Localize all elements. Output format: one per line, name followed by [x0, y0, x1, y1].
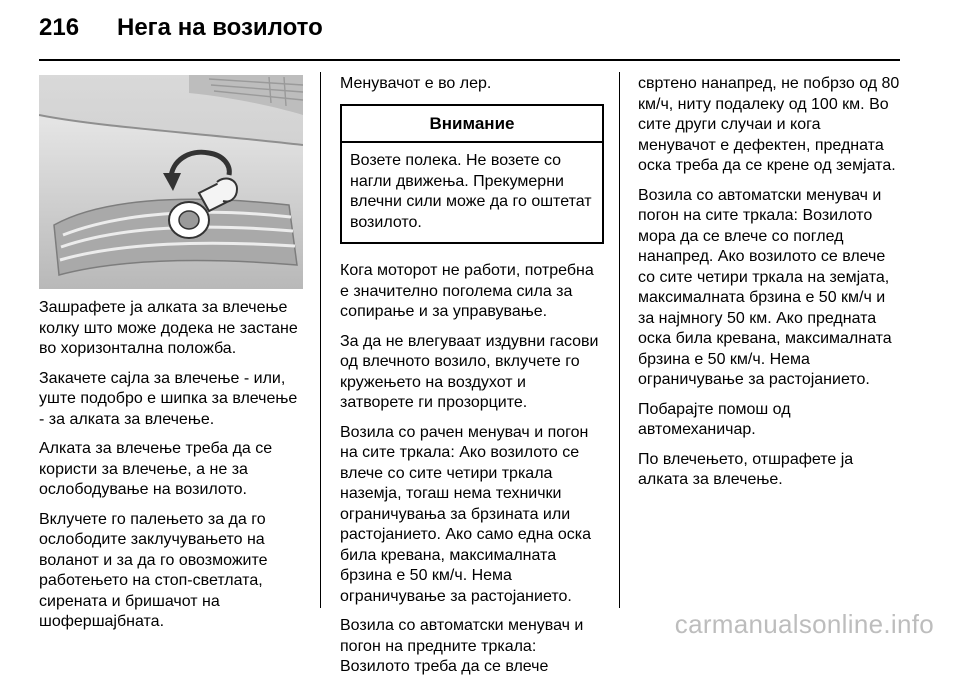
paragraph: Закачете сајла за влечење - или, уште подобро е шипка за влечење - за алката за влечење.: [39, 369, 298, 428]
watermark: carmanualsonline.info: [674, 609, 934, 639]
column-divider-2: [619, 72, 620, 608]
paragraph: Побарајте помош од автомеханичар.: [638, 400, 791, 438]
page-title: Нега на возилото: [117, 14, 323, 41]
paragraph: Вклучете го палењето за да го ослободите заклучувањето на воланот и за да го овозможите работењето на стоп-светлата, сирената и бришачот на шофершајбната.: [39, 510, 268, 630]
paragraph: Кога моторот не работи, потребна е значително поголема сила за сопирање и за управување.: [340, 262, 594, 320]
paragraph: Алката за влечење треба да се користи за влечење, а не за ослободување на возилото.: [39, 440, 273, 498]
column-divider-1: [320, 72, 321, 608]
warning-body: Возете полека. Не возете со нагли движења. Прекумерни влечни сили може да го оштетат возилото.: [350, 152, 592, 231]
column-3: [638, 74, 902, 500]
paragraph: За да не влегуваат издувни гасови од влечното возило, вклучете го кружењето на воздухот и затворете ги прозорците.: [340, 332, 599, 411]
paragraph: По влечењето, отшрафете ја алката за влечење.: [638, 450, 854, 488]
warning-box: [340, 104, 604, 245]
warning-title: Внимание: [342, 106, 602, 144]
paragraph: Возила со автоматски менувач и погон на сите тркала: Возилото мора да се влече со поглед нанапред. Ако возилото се влече со сите четири тркала на земјата, максималната брзина е 50 км/ч и за најмногу 50 км. Ако предната оска била кревана, максималната брзина е 50 км/ч. Нема ограничување за растојанието.: [638, 186, 892, 388]
header-rule: [39, 59, 900, 61]
intro-paragraph: Менувачот е во лер.: [340, 75, 492, 92]
paragraph: Зашрафете ја алката за влечење колку што може додека не застане во хоризонтална положба.: [39, 299, 298, 357]
page-number: 216: [39, 14, 80, 41]
column-2: [340, 74, 604, 687]
paragraph: свртено нанапред, не побрзо од 80 км/ч, ниту подалеку од 100 км. Во сите други случаи и кога менувачот е дефектен, предната оска треба да се крене од земјата.: [638, 75, 900, 174]
page-header: [39, 14, 323, 48]
tow-eye-bumper-illustration: [39, 75, 303, 289]
column-1: [39, 298, 305, 642]
paragraph: Возила со автоматски менувач и погон на предните тркала: Возилото треба да се влече: [340, 617, 584, 675]
paragraph: Возила со рачен менувач и погон на сите тркала: Ако возилото се влече со сите четири тркала наземја, тогаш нема технички ограничувања за брзината или растојанието. Ако само една оска била кревана, максималната брзина е 50 км/ч. Нема ограничување за растојанието.: [340, 423, 592, 605]
tow-eye-figure: [39, 75, 303, 289]
